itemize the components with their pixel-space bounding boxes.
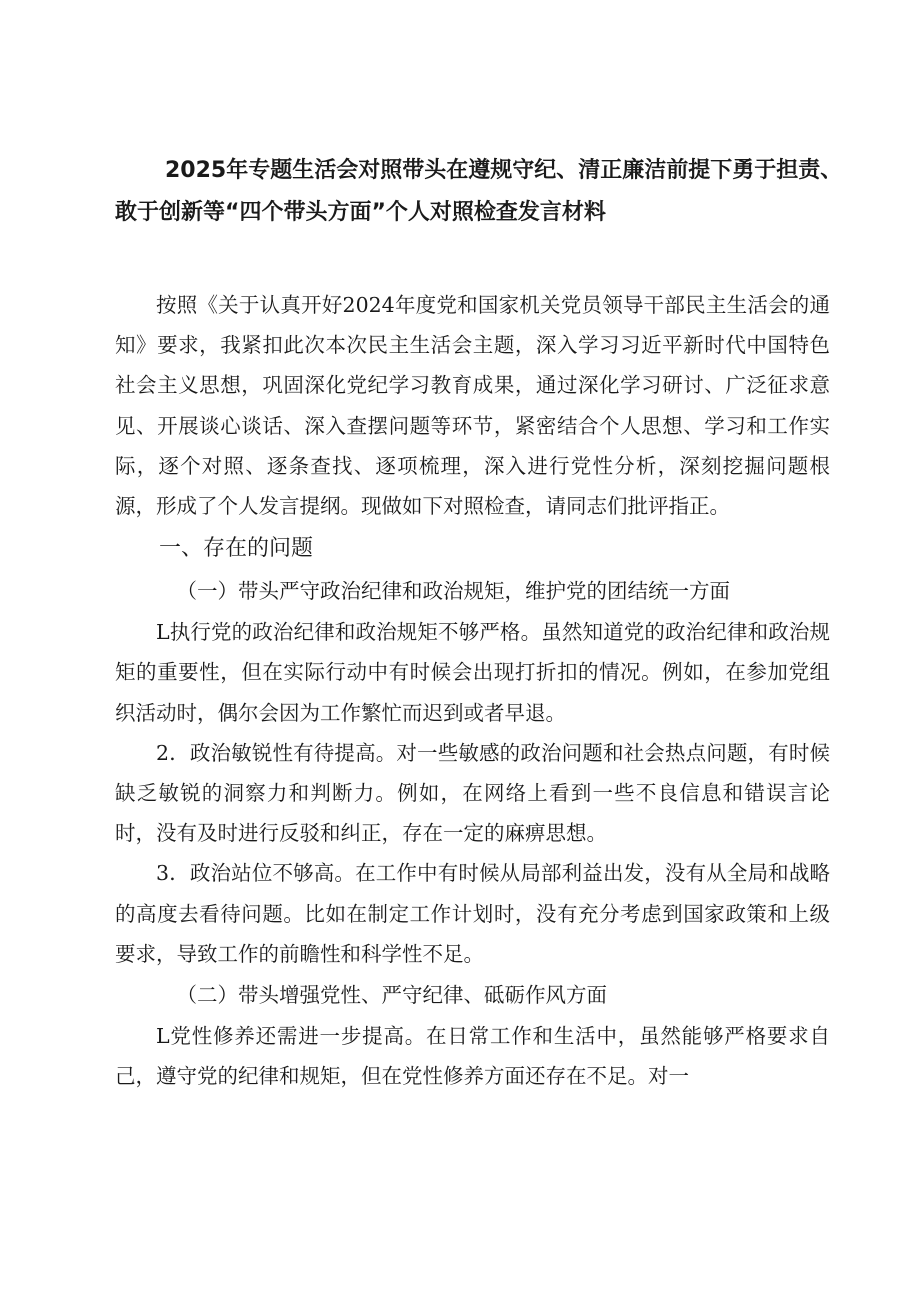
document-body <box>115 285 830 1096</box>
title-line-1: 2025年专题生活会对照带头在遵规守纪、清正廉洁前提下勇于担责、 <box>165 158 843 183</box>
section-heading-problems: 一、存在的问题 <box>159 536 314 562</box>
title-line-2: 敢于创新等“四个带头方面”个人对照检查发言材料 <box>115 200 606 225</box>
subsection-heading-2: （二）带头增强党性、严守纪律、砥砺作风方面 <box>176 983 607 1008</box>
paragraph-item-1-3: 3．政治站位不够高。在工作中有时候从局部利益出发，没有从全局和战略的高度去看待问题。比如在制定工作计划时，没有充分考虑到国家政策和上级要求，导致工作的前瞻性和科学性不足。 <box>115 861 830 966</box>
paragraph-item-1-1: L执行党的政治纪律和政治规矩不够严格。虽然知道党的政治纪律和政治规矩的重要性，但在实际行动中有时候会出现打折扣的情况。例如，在参加党组织活动时，偶尔会因为工作繁忙而迟到或者早退。 <box>115 620 830 725</box>
subsection-heading-1: （一）带头严守政治纪律和政治规矩，维护党的团结统一方面 <box>176 579 730 604</box>
paragraph-item-2-1: L党性修养还需进一步提高。在日常工作和生活中，虽然能够严格要求自己，遵守党的纪律和规矩，但在党性修养方面还存在不足。对一 <box>115 1024 830 1089</box>
document-title <box>110 150 843 234</box>
intro-paragraph: 按照《关于认真开好2024年度党和国家机关党员领导干部民主生活会的通知》要求，我紧扣此次本次民主生活会主题，深入学习习近平新时代中国特色社会主义思想，巩固深化党纪学习教育成果，通过深化学习研讨、广泛征求意见、开展谈心谈话、深入查摆问题等环节，紧密结合个人思想、学习和工作实际，逐个对照、逐条查找、逐项梳理，深入进行党性分析，深刻挖掘问题根源，形成了个人发言提纲。现做如下对照检查，请同志们批评指正。 <box>115 293 830 519</box>
paragraph-item-1-2: 2．政治敏锐性有待提高。对一些敏感的政治问题和社会热点问题，有时候缺乏敏锐的洞察力和判断力。例如，在网络上看到一些不良信息和错误言论时，没有及时进行反驳和纠正，存在一定的麻痹思想。 <box>115 740 830 846</box>
